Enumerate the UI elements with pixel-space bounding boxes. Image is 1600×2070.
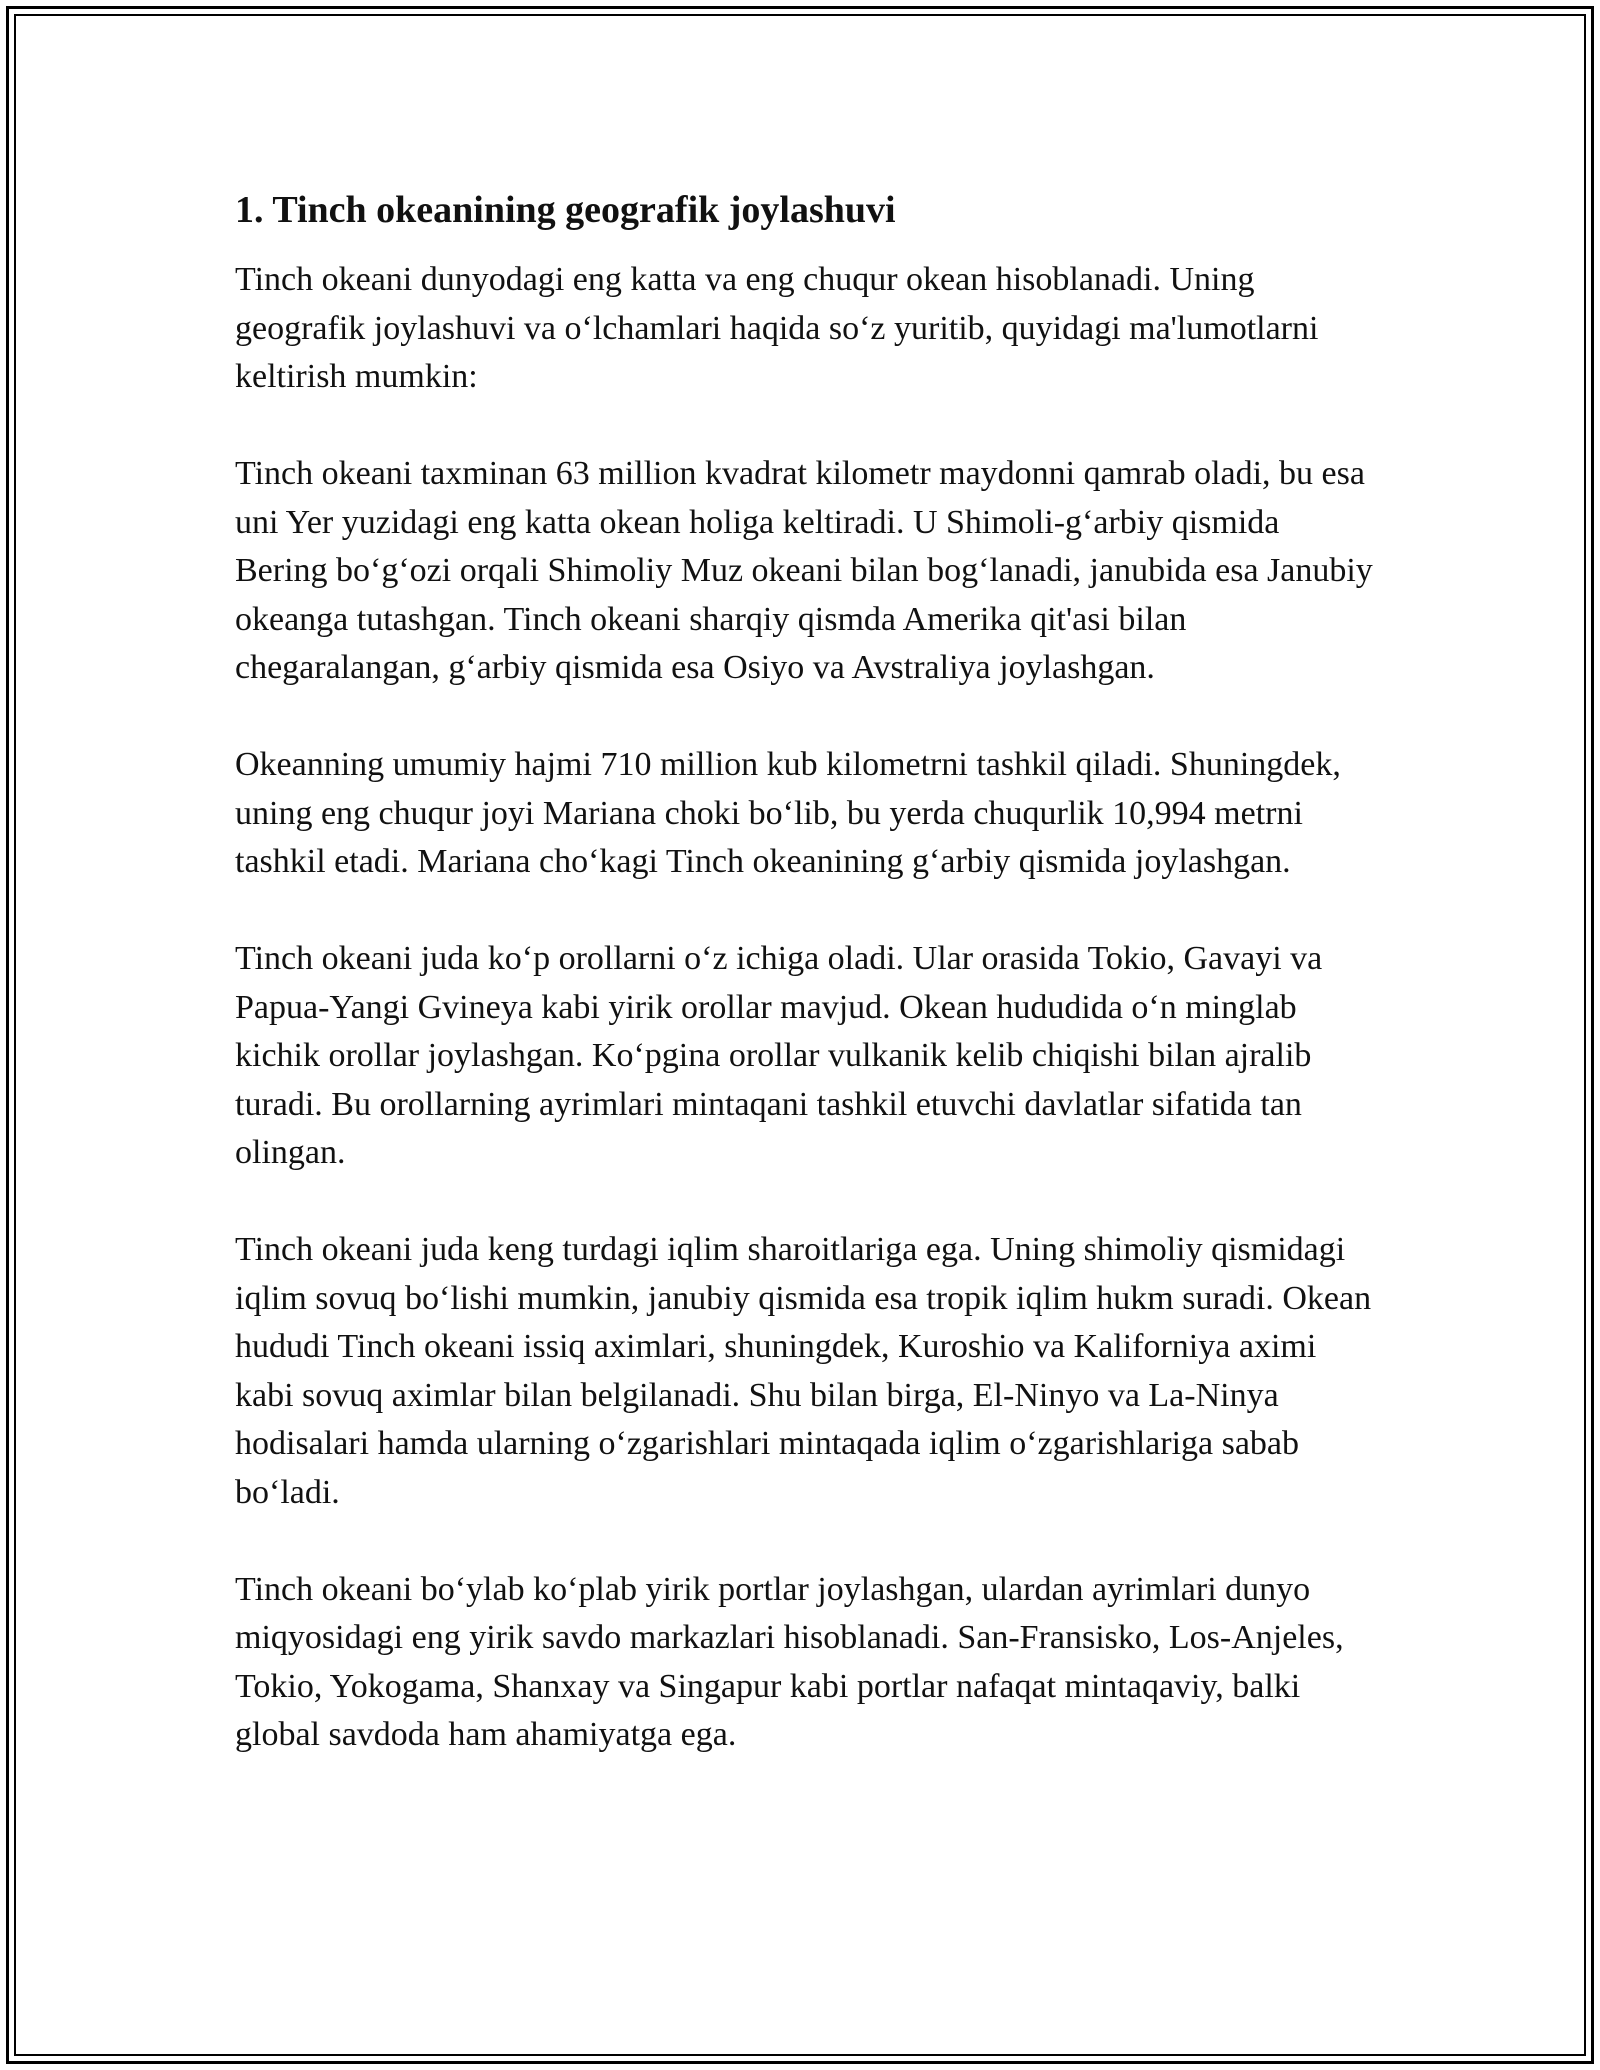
paragraph-volume-depth: Okeanning umumiy hajmi 710 million kub kilometrni tashkil qiladi. Shuningdek, uning eng chuqur joyi Mariana choki bo‘lib, bu yerda chuqurlik 10,994 metrni tashkil etadi. Mariana cho‘kagi Tinch okeanining g‘arbiy qismida joylashgan. [235, 746, 1341, 880]
paragraph-ports: Tinch okeani bo‘ylab ko‘plab yirik portlar joylashgan, ulardan ayrimlari dunyo miqyosidagi eng yirik savdo markazlari hisoblanadi. San-Fransisko, Los-Anjeles, Tokio, Yokogama, Shanxay va Singapur kabi portlar nafaqat mintaqaviy, balki global savdoda ham ahamiyatga ega. [235, 1570, 1344, 1753]
paragraph-islands: Tinch okeani juda ko‘p orollarni o‘z ichiga oladi. Ular orasida Tokio, Gavayi va Papua-Yangi Gvineya kabi yirik orollar mavjud. Okean hududida o‘n minglab kichik orollar joylashgan. Ko‘pgina orollar vulkanik kelib chiqishi bilan ajralib turadi. Bu orollarning ayrimlari mintaqani tashkil etuvchi davlatlar sifatida tan olingan. [235, 940, 1323, 1171]
paragraph-climate: Tinch okeani juda keng turdagi iqlim sharoitlariga ega. Uning shimoliy qismidagi iqlim sovuq bo‘lishi mumkin, janubiy qismida esa tropik iqlim hukm suradi. Okean hududi Tinch okeani issiq aximlari, shuningdek, Kuroshio va Kaliforniya aximi kabi sovuq aximlar bilan belgilanadi. Shu bilan birga, El-Ninyo va La-Ninya hodisalari hamda ularning o‘zgarishlari mintaqada iqlim o‘zgarishlariga sabab bo‘ladi. [235, 1231, 1372, 1511]
paragraph-intro: Tinch okeani dunyodagi eng katta va eng chuqur okean hisoblanadi. Uning geografik joylashuvi va o‘lchamlari haqida so‘z yuritib, quyidagi ma'lumotlarni keltirish mumkin: [235, 261, 1319, 395]
paragraph-area-borders: Tinch okeani taxminan 63 million kvadrat kilometr maydonni qamrab oladi, bu esa uni Yer yuzidagi eng katta okean holiga keltiradi. U Shimoli-g‘arbiy qismida Bering bo‘g‘ozi orqali Shimoliy Muz okeani bilan bog‘lanadi, janubida esa Janubiy okeanga tutashgan. Tinch okeani sharqiy qismda Amerika qit'asi bilan chegaralangan, g‘arbiy qismida esa Osiyo va Avstraliya joylashgan. [235, 455, 1373, 686]
section-title: 1. Tinch okeanining geografik joylashuvi [235, 189, 896, 231]
document-body [235, 186, 1375, 1808]
